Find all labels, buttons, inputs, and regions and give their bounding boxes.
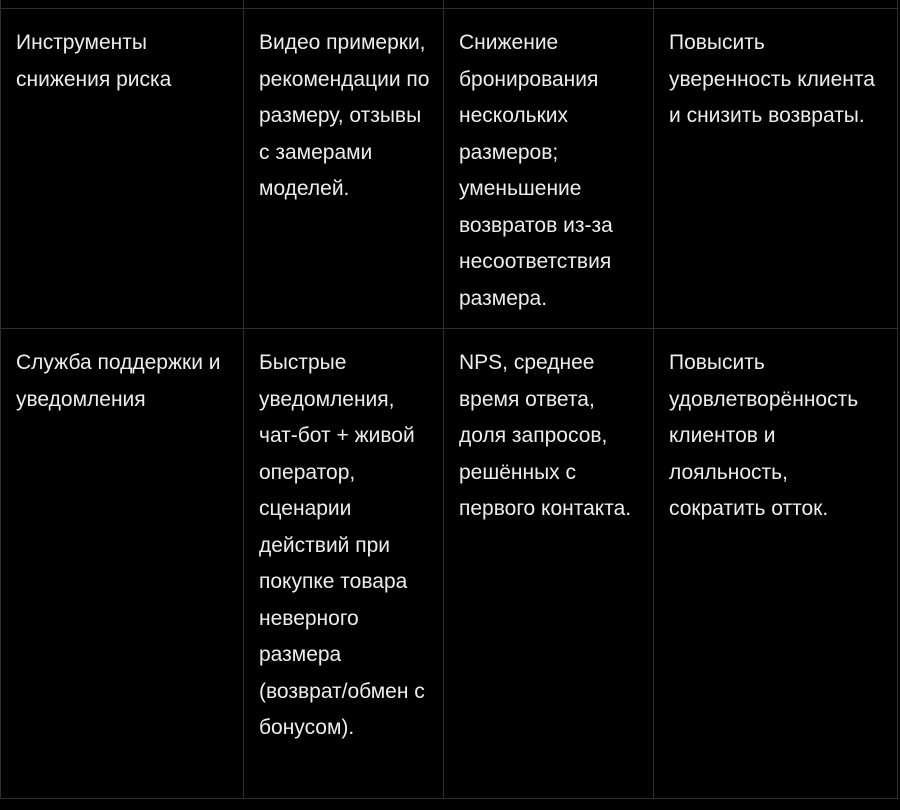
table-row-previous-partial <box>1 0 898 9</box>
table-cell <box>444 0 654 9</box>
table-cell <box>654 0 898 9</box>
cell-features: Быстрые уведомления, чат-бот + живой оператор, сценарии действий при покупке товара неверного размера (возврат/обмен с бонусом). <box>244 329 444 799</box>
table-row <box>1 9 898 329</box>
cell-goal: Повысить уверенность клиента и снизить возвраты. <box>654 9 898 329</box>
cell-features: Видео примерки, рекомендации по размеру, отзывы с замерами моделей. <box>244 9 444 329</box>
table-row <box>1 329 898 799</box>
table-cell <box>244 0 444 9</box>
cell-goal: Повысить удовлетворённость клиентов и лояльность, сократить отток. <box>654 329 898 799</box>
cell-metrics: Снижение бронирования нескольких размеров; уменьшение возвратов из-за несоответствия размера. <box>444 9 654 329</box>
cell-metrics: NPS, среднее время ответа, доля запросов, решённых с первого контакта. <box>444 329 654 799</box>
cell-tool: Инструменты снижения риска <box>1 9 244 329</box>
table-cell <box>1 0 244 9</box>
cell-tool: Служба поддержки и уведомления <box>1 329 244 799</box>
